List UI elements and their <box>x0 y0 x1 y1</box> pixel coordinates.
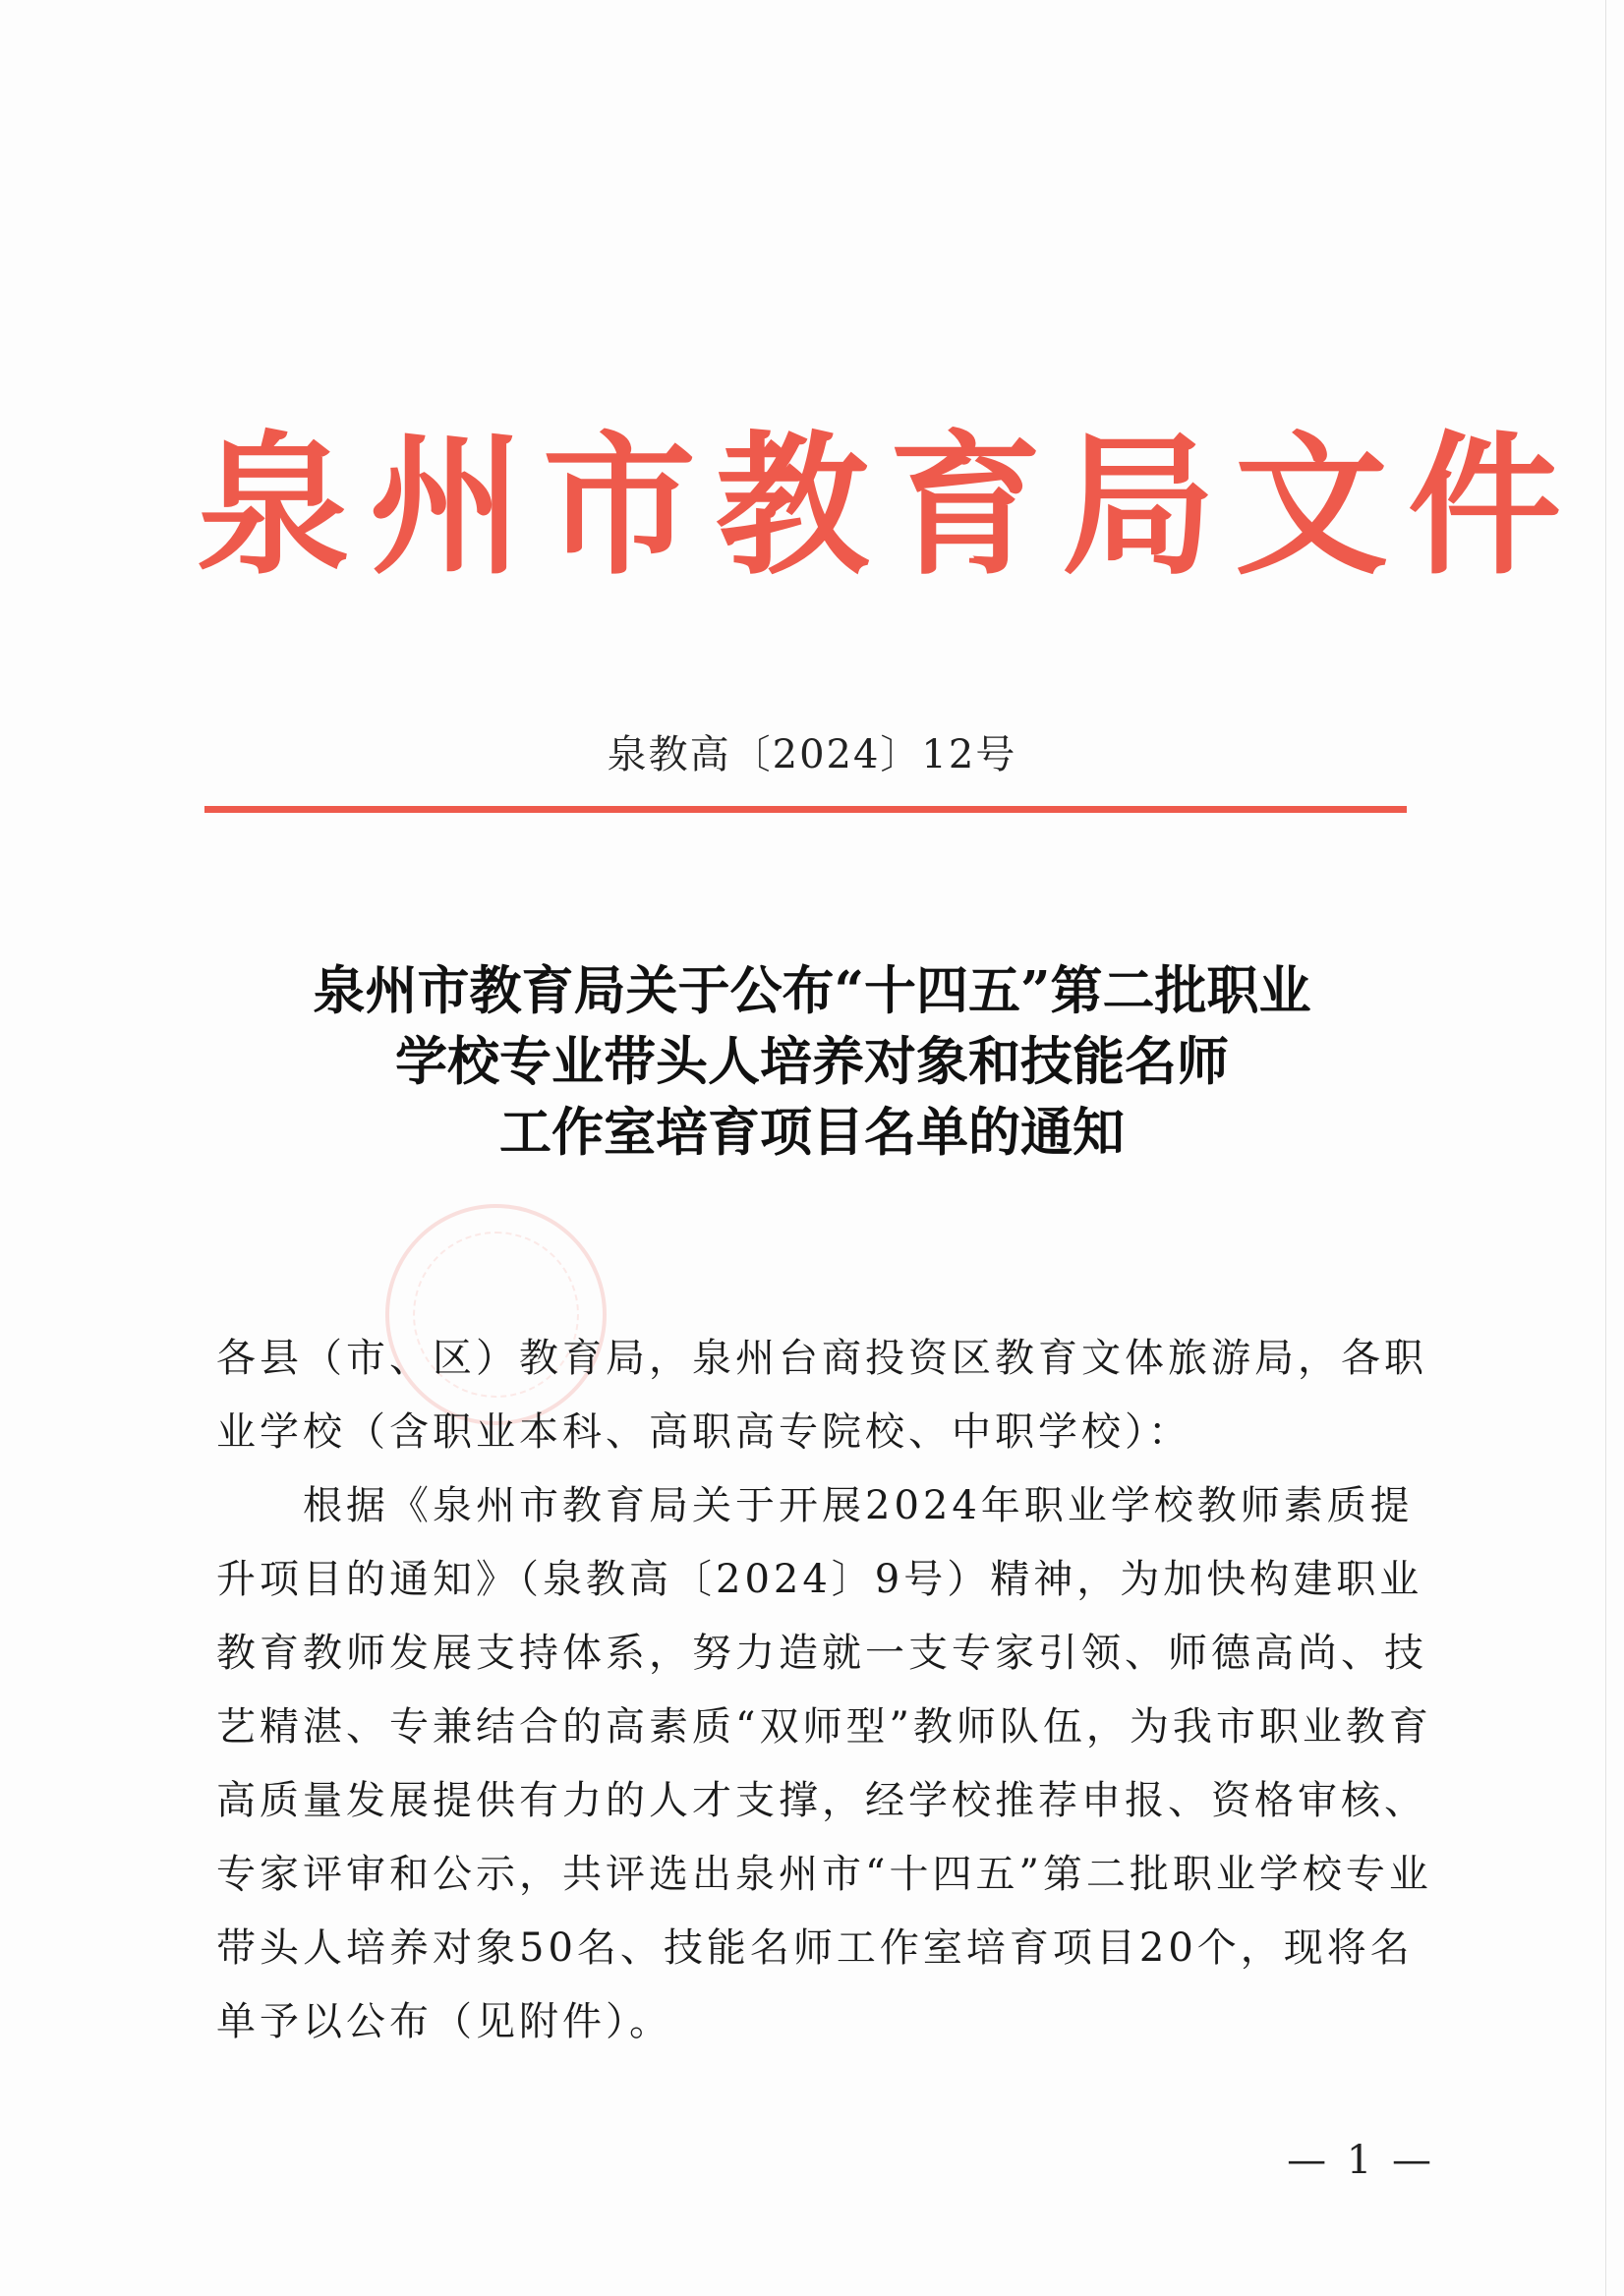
body-line-4: 升项目的通知》（泉教高〔2024〕9号）精神，为加快构建职业 <box>216 1557 1423 1602</box>
title-line-1: 泉州市教育局关于公布“十四五”第二批职业 <box>313 960 1311 1021</box>
title-line-3: 工作室培育项目名单的通知 <box>499 1102 1125 1163</box>
red-divider-rule <box>204 806 1407 813</box>
body-line-3: 根据《泉州市教育局关于开展2024年职业学校教师素质提 <box>303 1483 1414 1528</box>
notice-body <box>216 1322 1435 2059</box>
body-line-9: 带头人培养对象50名、技能名师工作室培育项目20个，现将名 <box>216 1925 1414 1971</box>
body-line-1: 各县（市、区）教育局，泉州台商投资区教育文体旅游局，各职 <box>216 1336 1427 1381</box>
title-line-2: 学校专业带头人培养对象和技能名师 <box>395 1031 1229 1092</box>
body-line-2: 业学校（含职业本科、高职高专院校、中职学校）： <box>216 1409 1191 1455</box>
document-masthead: 泉州市教育局文件 <box>197 416 1581 596</box>
page-number: — 1 — <box>1287 2138 1435 2183</box>
notice-title <box>197 955 1427 1168</box>
body-line-8: 专家评审和公示，共评选出泉州市“十四五”第二批职业学校专业 <box>216 1852 1432 1897</box>
body-line-6: 艺精湛、专兼结合的高素质“双师型”教师队伍，为我市职业教育 <box>216 1704 1432 1750</box>
body-line-5: 教育教师发展支持体系，努力造就一支专家引领、师德高尚、技 <box>216 1631 1427 1676</box>
body-line-7: 高质量发展提供有力的人才支撑，经学校推荐申报、资格审核、 <box>216 1778 1427 1823</box>
body-line-10: 单予以公布（见附件）。 <box>216 1999 672 2044</box>
scan-edge-line <box>1605 0 1606 2296</box>
document-number: 泉教高〔2024〕12号 <box>607 732 1017 777</box>
